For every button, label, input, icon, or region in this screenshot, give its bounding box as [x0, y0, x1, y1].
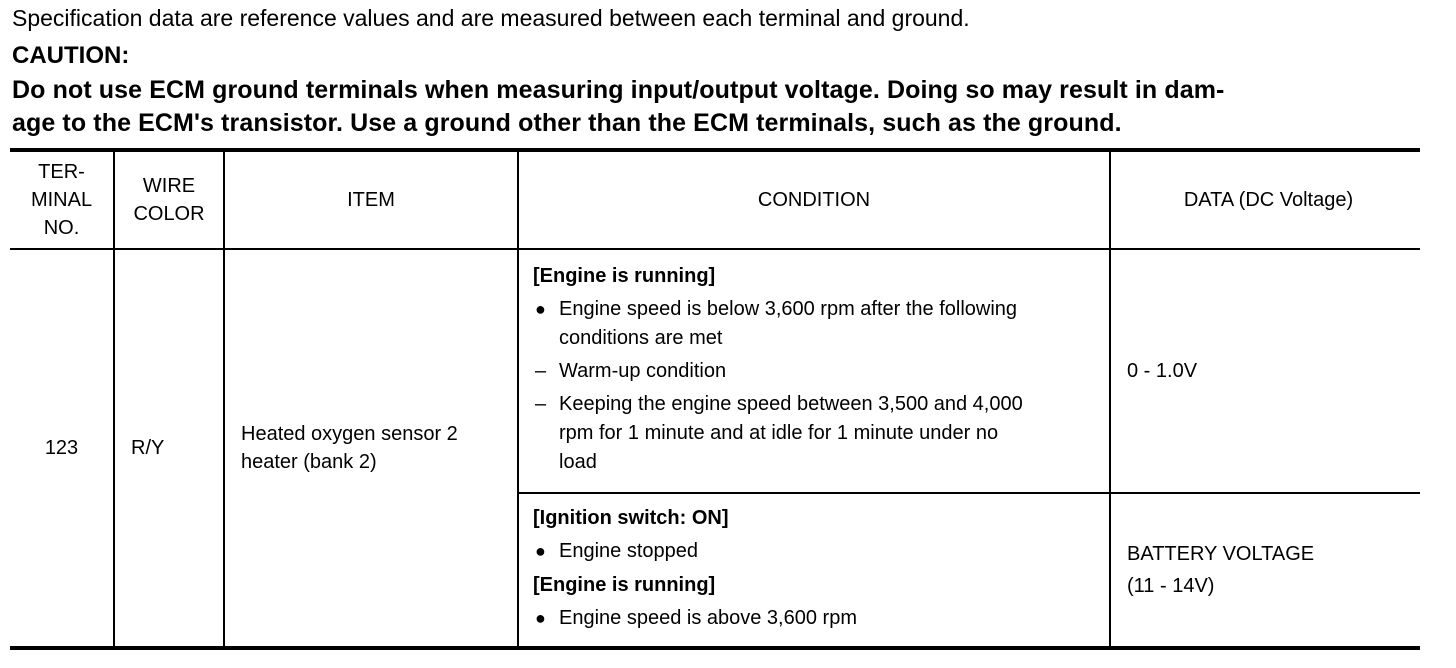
bullet-icon: ● [535, 299, 546, 319]
wire-color: R/Y [114, 249, 224, 648]
table-row [10, 249, 1420, 493]
condition-cell [518, 249, 1110, 493]
data-line: (11 - 14V) [1127, 575, 1215, 597]
header-item: ITEM [224, 150, 518, 249]
header-line: NO. [43, 217, 80, 239]
item-line: heater (bank 2) [241, 451, 377, 473]
condition-block [533, 261, 1099, 477]
intro-text: Specification data are reference values and are measured between each terminal and ground. [12, 5, 970, 31]
data-value [1110, 249, 1420, 493]
header-line: COLOR [133, 203, 205, 225]
header-line: MINAL [30, 189, 93, 211]
condition-block [533, 503, 1099, 566]
header-line: WIRE [142, 175, 196, 197]
item-name [224, 249, 518, 648]
dash-icon: – [535, 360, 547, 382]
condition-line: Engine speed is below 3,600 rpm after the following [559, 298, 1018, 320]
item-line: Heated oxygen sensor 2 [241, 423, 458, 445]
dash-icon: – [535, 393, 547, 415]
bullet-icon: ● [535, 608, 546, 628]
terminal-spec-table [10, 148, 1420, 650]
condition-block [533, 570, 1099, 633]
condition-line: conditions are met [559, 327, 723, 349]
condition-line: rpm for 1 minute and at idle for 1 minute under no [559, 422, 999, 444]
header-wire-color [114, 150, 224, 249]
condition-line: Engine stopped [559, 540, 699, 562]
caution-heading: CAUTION: [12, 42, 130, 69]
table-header-row [10, 150, 1420, 249]
condition-line: Warm-up condition [559, 360, 727, 382]
condition-item [533, 390, 1099, 477]
data-line: BATTERY VOLTAGE [1127, 543, 1315, 565]
condition-cell [518, 493, 1110, 648]
condition-item [533, 537, 1099, 566]
caution-line: age to the ECM's transistor. Use a ground other than the ECM terminals, such as the ground. [12, 109, 1122, 137]
header-data: DATA (DC Voltage) [1110, 150, 1420, 249]
condition-title: [Ignition switch: ON] [533, 507, 729, 529]
header-line: TER- [38, 161, 85, 183]
terminal-number: 123 [10, 249, 114, 648]
condition-item [533, 357, 1099, 386]
condition-item [533, 604, 1099, 633]
condition-item [533, 295, 1099, 353]
condition-line: Engine speed is above 3,600 rpm [559, 607, 857, 629]
condition-line: Keeping the engine speed between 3,500 and 4,000 [559, 393, 1023, 415]
data-line: 0 - 1.0V [1127, 360, 1198, 382]
header-condition: CONDITION [518, 150, 1110, 249]
bullet-icon: ● [535, 541, 546, 561]
caution-text [12, 74, 1422, 140]
condition-line: load [559, 451, 597, 473]
condition-title: [Engine is running] [533, 574, 716, 596]
header-terminal-no [10, 150, 114, 249]
condition-title: [Engine is running] [533, 265, 716, 287]
caution-line: Do not use ECM ground terminals when measuring input/output voltage. Doing so may result in dam- [12, 76, 1225, 104]
data-value [1110, 493, 1420, 648]
